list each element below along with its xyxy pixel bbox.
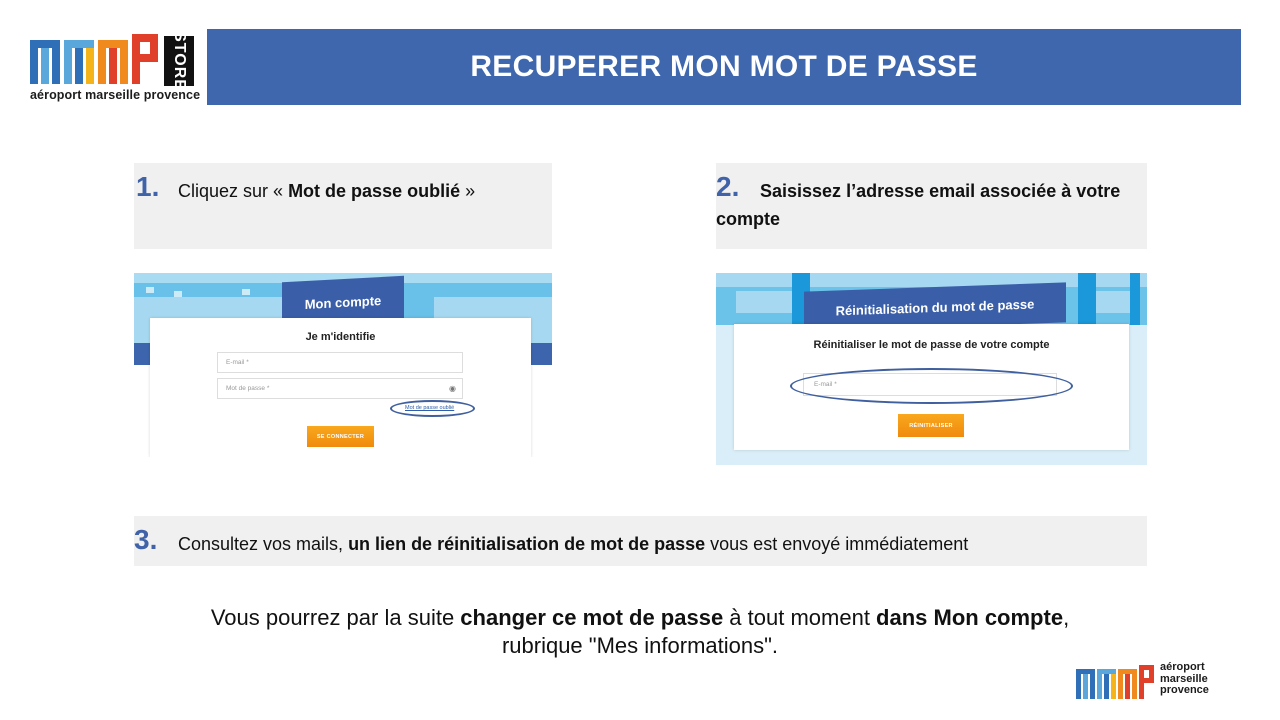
reset-card [734,324,1129,450]
footer-text-pre: Vous pourrez par la suite [210,605,461,630]
logo-store-badge [164,31,194,91]
title-banner [207,29,1241,105]
login-card [150,318,531,457]
email-highlight-ellipse [790,368,1073,404]
step-3-text-post: vous est envoyé immédiatement [705,534,969,554]
step-3-box [134,516,1147,566]
logo-bottom-line-3: provence [1160,684,1209,696]
step-2-text [716,177,1141,233]
step-1-text-bold: Mot de passe oublié [288,181,461,201]
logo-bottom-text [1160,662,1209,697]
step-3-text-pre: Consultez vos mails, [178,534,349,554]
step-1-text-pre: Cliquez sur « [178,181,289,201]
decor-square [146,287,154,293]
step-3-number: 3. [134,524,158,555]
reset-email-placeholder: E-mail * [814,381,837,388]
logo-bottom-line-2: marseille [1160,672,1208,685]
logo-store-text: STORE [171,31,189,91]
step-3-text-bold: un lien de réinitialisation de mot de passe [348,534,706,554]
step-2-text-content: Saisissez l’adresse email associée à votre compte [716,181,1121,229]
step-1-text [178,177,475,205]
step-1-number: 1. [136,171,160,202]
login-card-title: Je m'identifie [305,331,376,343]
forgot-password-link[interactable]: Mot de passe oublié [405,405,455,411]
logo-bottom-line-1: aéroport [1160,661,1205,673]
footer-text-post: , [1063,605,1070,630]
step-2-number: 2. [716,171,740,202]
reset-submit-button[interactable]: RÉINITIALISER [898,414,964,437]
mon-compte-tab: Mon compte [282,276,404,328]
login-screenshot [134,273,552,457]
login-submit-button[interactable]: SE CONNECTER [307,426,374,447]
login-password-placeholder: Mot de passe * [226,385,270,392]
footer-note [90,604,1190,660]
amp-store-logo [30,31,201,106]
amp-logo-bars-icon [30,34,160,84]
decor-square [242,289,250,295]
footer-text-bold-2: dans Mon compte [876,605,1064,630]
step-2-box [716,163,1147,249]
footer-line-1 [90,604,1190,632]
login-password-field[interactable] [217,378,463,399]
footer-line-2: rubrique "Mes informations". [501,633,779,658]
decor-square [174,291,182,297]
reset-password-tab: Réinitialisation du mot de passe [804,282,1066,331]
logo-tagline: aéroport marseille provence [30,88,201,102]
footer-text-mid: à tout moment [723,605,877,630]
step-3-text [178,530,968,558]
amp-logo-small-bars-icon [1076,665,1154,699]
decor-tile [736,291,796,313]
login-email-placeholder: E-mail * [226,359,249,366]
amp-logo-bottom [1076,662,1216,702]
footer-text-bold-1: changer ce mot de passe [460,605,724,630]
decor-pillar [1130,273,1140,325]
page-title: RECUPERER MON MOT DE PASSE [470,50,978,83]
step-1-box [134,163,552,249]
login-email-field[interactable] [217,352,463,373]
reset-screenshot [716,273,1147,465]
eye-icon[interactable]: ◉ [449,384,456,393]
decor-pillar [1078,273,1096,325]
step-1-text-post: » [460,181,476,201]
reset-card-title: Réinitialiser le mot de passe de votre compte [813,339,1050,351]
